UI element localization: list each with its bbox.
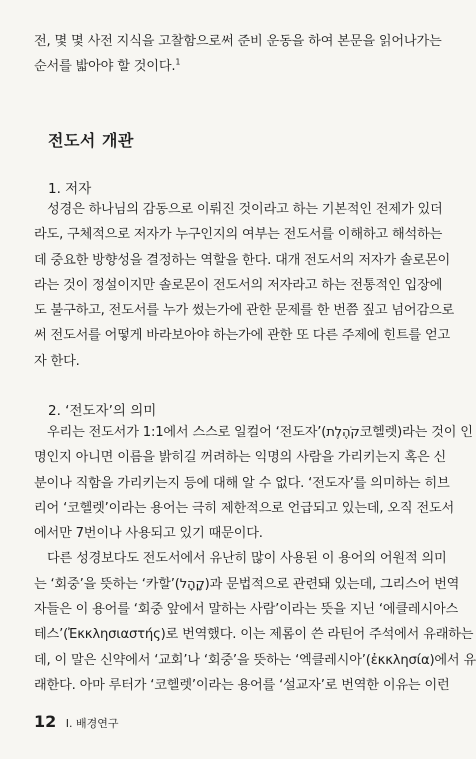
- text-span: 순서를 밟아야 할 것이다.: [34, 59, 176, 75]
- text-line: 우리는 전도서가 1:1에서 스스로 일컬어 ‘전도자’(קֹהֶלֶת코헬렛)라는 것이 인: [47, 425, 473, 440]
- text-line: 전, 몇 몇 사전 지식을 고찰함으로써 준비 운동을 하여 본문을 읽어나가는: [34, 34, 442, 49]
- text-line: 라도, 구체적으로 저자가 누구인지의 여부는 전도서를 이해하고 해석하는: [34, 227, 443, 243]
- running-head: I. 배경연구: [65, 717, 119, 730]
- text-line: 분이나 직함을 가리키는지 등에 대해 알 수 없다. ‘전도자’를 의미하는 히브: [34, 475, 450, 491]
- page-number: 12: [34, 712, 57, 731]
- text-line: 성경은 하나님의 감동으로 이뤄진 것이라고 하는 기본적인 전제가 있더: [47, 202, 443, 217]
- text-line: 써 전도서를 어떻게 바라보아야 하는가에 관한 또 다른 주제에 힌트를 얻고: [34, 328, 451, 344]
- text-line: 리어 ‘코헬렛’이라는 용어는 극히 제한적으로 언급되고 있는데, 오직 전도서: [34, 500, 455, 516]
- intro-paragraph: [34, 29, 446, 80]
- text-line: 자 한다.: [34, 353, 80, 369]
- section-heading: 1. 저자: [48, 181, 92, 197]
- page-footer: [34, 712, 118, 731]
- text-line: 는 ‘회중’을 뜻하는 ‘카할’(קָהָל)과 문법적으로 관련돼 있는데, 그리스어 번역: [34, 576, 460, 592]
- section-heading: 2. ‘전도자’의 의미: [48, 403, 157, 419]
- section2-paragraph: [34, 420, 476, 698]
- text-line: 명인지 아니면 이름을 밝히길 꺼려하는 익명의 사람을 가리키는지 혹은 신: [34, 450, 447, 466]
- text-line: 다른 성경보다도 전도서에서 유난히 많이 사용된 이 용어의 어원적 의미: [47, 551, 447, 567]
- text-line: 래한다. 아마 루터가 ‘코헬렛’이라는 용어를 ‘설교자’로 번역한 이유는 이런: [34, 677, 450, 693]
- text-line: 자들은 이 용어를 ‘회중 앞에서 말하는 사람’이라는 뜻을 지닌 ‘에클레시아스: [34, 602, 459, 618]
- text-line: 데, 이 말은 신약에서 ‘교회’나 ‘회중’을 뜻하는 ‘엑클레시아’(ἐκκλησία)에서 유: [34, 652, 476, 668]
- footnote-marker: 1: [175, 57, 181, 67]
- text-line: 에서만 7번이나 사용되고 있기 때문이다.: [34, 526, 263, 542]
- text-line: 도 불구하고, 전도서를 누가 썼는가에 관한 문제를 한 번쯤 짚고 넘어감으로: [34, 303, 455, 319]
- text-line: 테스’(Ἐκκλησιαστής)로 번역했다. 이는 제롬이 쓴 라틴어 주석에서 유래하는: [34, 627, 474, 643]
- chapter-title: 전도서 개관: [48, 131, 134, 150]
- section1-paragraph: [34, 197, 455, 374]
- text-line: 라는 것이 정설이지만 솔로몬이 전도서의 저자라고 하는 전통적인 입장에: [34, 277, 443, 293]
- text-line: [34, 54, 446, 79]
- text-line: 데 중요한 방향성을 결정하는 역할을 한다. 대개 전도서의 저자가 솔로몬이: [34, 252, 451, 268]
